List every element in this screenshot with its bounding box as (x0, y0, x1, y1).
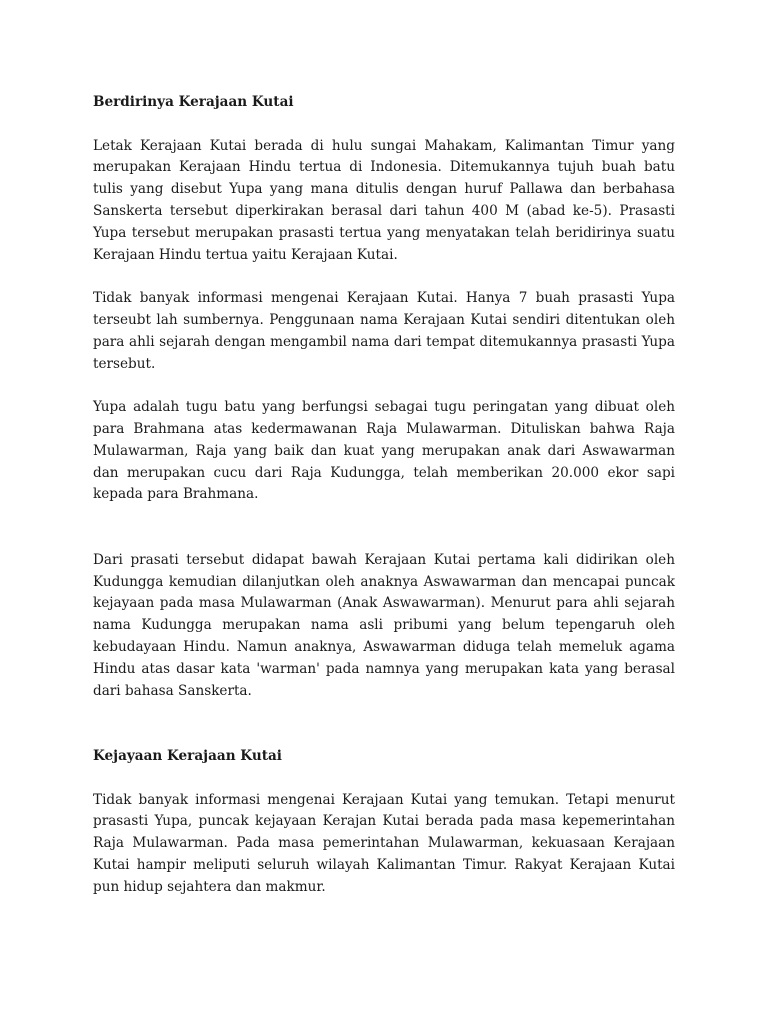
section-heading-kejayaan: Kejayaan Kerajaan Kutai (93, 747, 282, 764)
paragraph-informasi: Tidak banyak informasi mengenai Kerajaan Kutai. Hanya 7 buah prasasti Yupa terseubt lah sumbernya. Penggunaan nama Kerajaan Kutai sendiri ditentukan oleh para ahli sejarah dengan mengambil nama dari tempat ditemukannya prasasti Yupa tersebut. (93, 290, 675, 372)
spacer (93, 506, 675, 550)
spacer (93, 266, 675, 288)
spacer (93, 375, 675, 397)
paragraph-kudungga: Dari prasati tersebut didapat bawah Kerajaan Kutai pertama kali didirikan oleh Kudungga kemudian dilanjutkan oleh anaknya Aswawarman dan mencapai puncak kejayaan pada masa Mulawarman (Anak Aswawarman). Menurut para ahli sejarah nama Kudungga merupakan nama asli pribumi yang belum tepengaruh oleh kebudayaan Hindu. Namun anaknya, Aswawarman diduga telah memeluk agama Hindu atas dasar kata 'warman' pada namnya yang merupakan kata yang berasal dari bahasa Sanskerta. (93, 551, 675, 699)
spacer (93, 702, 675, 746)
spacer (93, 114, 675, 136)
paragraph-letak: Letak Kerajaan Kutai berada di hulu sungai Mahakam, Kalimantan Timur yang merupakan Kerajaan Hindu tertua di Indonesia. Ditemukannya tujuh buah batu tulis yang disebut Yupa yang mana ditulis dengan huruf Pallawa dan berbahasa Sanskerta tersebut diperkirakan berasal dari tahun 400 M (abad ke-5). Prasasti Yupa tersebut merupakan prasasti tertua yang menyatakan telah beridirinya suatu Kerajaan Hindu tertua yaitu Kerajaan Kutai. (93, 137, 675, 263)
paragraph-yupa: Yupa adalah tugu batu yang berfungsi sebagai tugu peringatan yang dibuat oleh para Brahmana atas kedermawanan Raja Mulawarman. Dituliskan bahwa Raja Mulawarman, Raja yang baik dan kuat yang merupakan anak dari Aswawarman dan merupakan cucu dari Raja Kudungga, telah memberikan 20.000 ekor sapi kepada para Brahmana. (93, 399, 675, 503)
spacer (93, 768, 675, 790)
section-heading-berdirinya: Berdirinya Kerajaan Kutai (93, 94, 294, 110)
paragraph-kejayaan: Tidak banyak informasi mengenai Kerajaan Kutai yang temukan. Tetapi menurut prasasti Yupa, puncak kejayaan Kerajan Kutai berada pada masa kepemerintahan Raja Mulawarman. Pada masa pemerintahan Mulawarman, kekuasaan Kerajaan Kutai hampir meliputi seluruh wilayah Kalimantan Timur. Rakyat Kerajaan Kutai pun hidup sejahtera dan makmur. (93, 791, 675, 895)
document-body (93, 92, 675, 898)
